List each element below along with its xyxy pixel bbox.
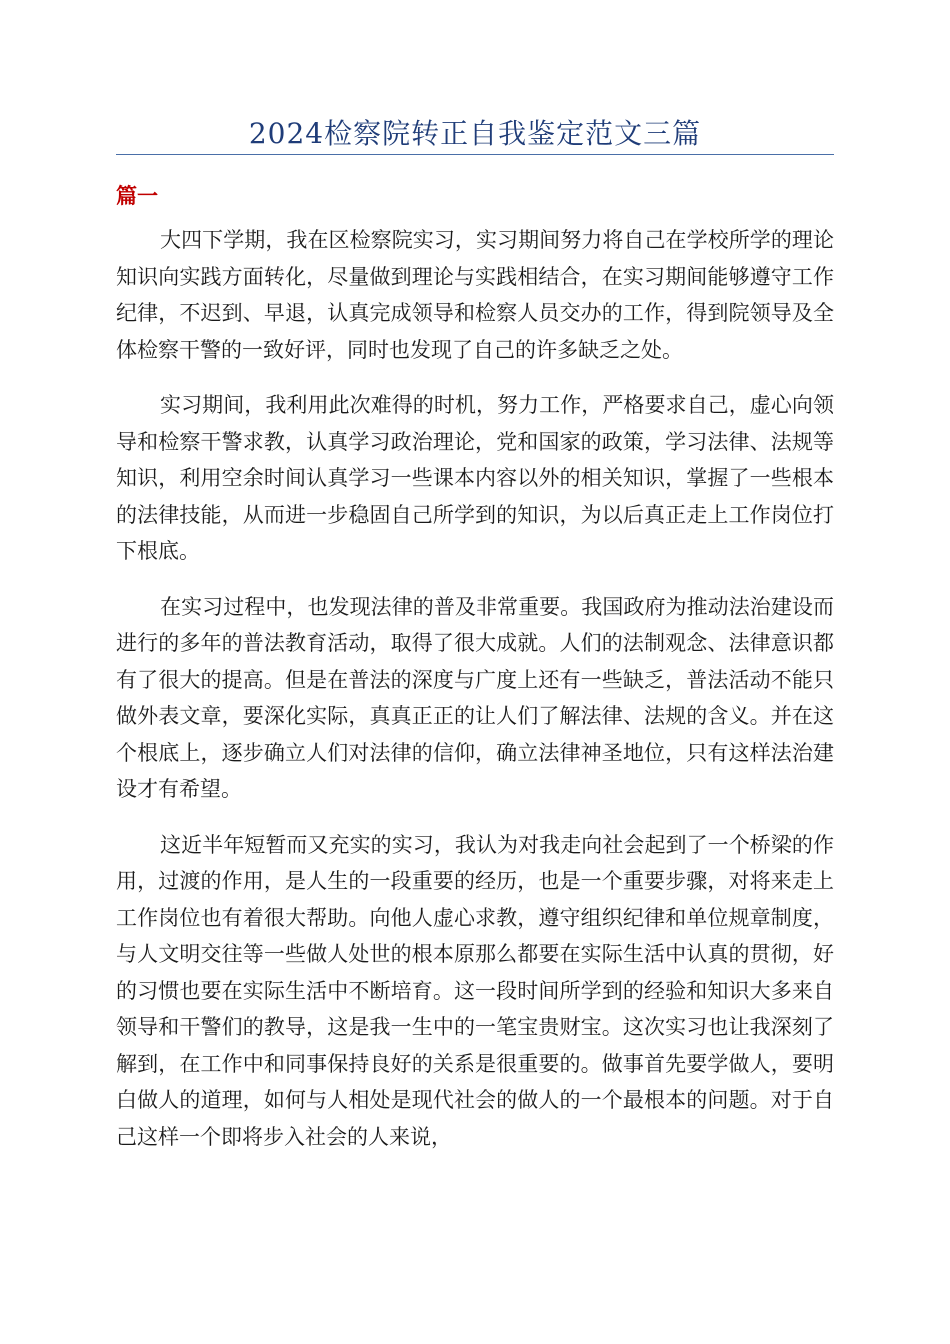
title-underline	[116, 154, 834, 155]
paragraph-3: 在实习过程中，也发现法律的普及非常重要。我国政府为推动法治建设而进行的多年的普法教育活动，取得了很大成就。人们的法制观念、法律意识都有了很大的提高。但是在普法的深度与广度上还有一些缺乏，普法活动不能只做外表文章，要深化实际，真真正正的让人们了解法律、法规的含义。并在这个根底上，逐步确立人们对法律的信仰，确立法律神圣地位，只有这样法治建设才有希望。	[116, 594, 834, 801]
paragraph-4: 这近半年短暂而又充实的实习，我认为对我走向社会起到了一个桥梁的作用，过渡的作用，是人生的一段重要的经历，也是一个重要步骤，对将来走上工作岗位也有着很大帮助。向他人虚心求教，遵守组织纪律和单位规章制度，与人文明交往等一些做人处世的根本原那么都要在实际生活中认真的贯彻，好的习惯也要在实际生活中不断培育。这一段时间所学到的经验和知识大多来自领导和干警们的教导，这是我一生中的一笔宝贵财宝。这次实习也让我深刻了解到，在工作中和同事保持良好的关系是很重要的。做事首先要学做人，要明白做人的道理，如何与人相处是现代社会的做人的一个最根本的问题。对于自己这样一个即将步入社会的人来说，	[116, 832, 834, 1149]
document-body	[116, 222, 834, 1155]
section-heading: 篇一	[116, 184, 158, 208]
paragraph-1: 大四下学期，我在区检察院实习，实习期间努力将自己在学校所学的理论知识向实践方面转化，尽量做到理论与实践相结合，在实习期间能够遵守工作纪律，不迟到、早退，认真完成领导和检察人员交办的工作，得到院领导及全体检察干警的一致好评，同时也发现了自己的许多缺乏之处。	[116, 228, 834, 362]
document-title: 2024检察院转正自我鉴定范文三篇	[248, 117, 702, 150]
paragraph-2: 实习期间，我利用此次难得的时机，努力工作，严格要求自己，虚心向领导和检察干警求教，认真学习政治理论，党和国家的政策，学习法律、法规等知识，利用空余时间认真学习一些课本内容以外的相关知识，掌握了一些根本的法律技能，从而进一步稳固自己所学到的知识，为以后真正走上工作岗位打下根底。	[116, 393, 834, 563]
